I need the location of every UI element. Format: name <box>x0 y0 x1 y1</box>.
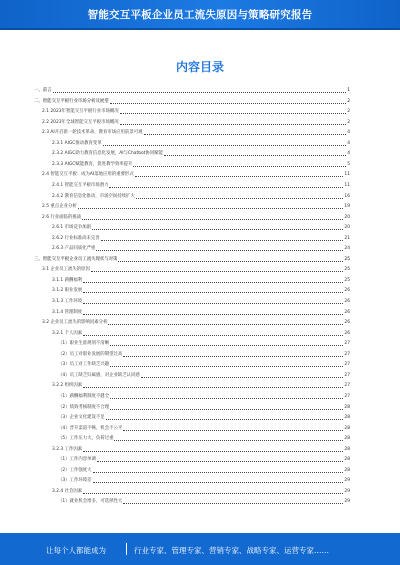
toc-dot-leader <box>83 334 343 336</box>
toc-entry-label: 3.1 企业员工流失的原因 <box>42 267 90 273</box>
toc-dot-leader <box>120 112 347 114</box>
footer-banner <box>0 533 400 565</box>
toc-entry-page: 19 <box>344 204 350 210</box>
toc-entry-page: 1 <box>347 88 350 93</box>
toc-entry[interactable] <box>34 97 350 105</box>
toc-entry-label: （3）员工对工作缺乏兴趣 <box>58 362 110 368</box>
toc-entry[interactable] <box>34 118 350 126</box>
toc-entry-page: 28 <box>344 436 350 442</box>
toc-entry-page: 2 <box>347 98 350 104</box>
toc-entry[interactable] <box>34 213 350 221</box>
toc-dot-leader <box>110 102 347 104</box>
toc-entry-page: 25 <box>344 267 350 273</box>
toc-entry-label: 2.4.1 智能交互平板市场潜力 <box>52 182 109 188</box>
toc-entry[interactable] <box>34 86 350 94</box>
toc-entry-page: 26 <box>344 309 350 315</box>
toc-dot-leader <box>92 228 343 230</box>
toc-dot-leader <box>83 281 343 283</box>
toc-entry[interactable] <box>34 276 350 284</box>
toc-entry[interactable] <box>34 360 350 368</box>
toc-entry-label: 3.2 企业员工流失的影响因素分析 <box>42 320 108 326</box>
toc-entry-page: 26 <box>344 299 350 304</box>
toc-dot-leader <box>78 207 344 209</box>
toc-entry-label: 2.3.2 AIGC助力教育信息化发展，AI与Chatbot协同赋能 <box>52 151 163 157</box>
toc-title: 内容目录 <box>175 60 224 74</box>
toc-dot-leader <box>136 197 344 199</box>
toc-dot-leader <box>123 502 343 504</box>
toc-dot-leader <box>118 260 343 262</box>
toc-entry-page: 28 <box>344 415 350 421</box>
toc-entry-page: 27 <box>344 362 350 368</box>
toc-entry[interactable] <box>34 202 350 210</box>
toc-entry-label: 一、前言 <box>34 88 52 93</box>
toc-dot-leader <box>110 344 343 346</box>
toc-dot-leader <box>141 376 344 378</box>
toc-entry-label: 2.4 智能交互平板：成为AI落地应用的重要形式 <box>42 172 134 178</box>
toc-entry-page: 25 <box>344 277 350 283</box>
toc-dot-leader <box>97 460 343 462</box>
toc-entry-label: 3.1.3 工作环境 <box>52 299 83 304</box>
toc-entry-page: 28 <box>344 404 350 410</box>
toc-entry-label: 3.1.2 职业发展 <box>52 288 83 294</box>
toc-entry-label: （4）员工缺乏归属感，对企业缺乏认同感 <box>58 372 140 378</box>
toc-entry[interactable] <box>34 223 350 231</box>
toc-entry[interactable] <box>34 497 350 505</box>
toc-entry-label: （4）晋升渠道不畅，机会不公平 <box>58 425 123 431</box>
report-title: 智能交互平板企业员工流失原因与策略研究报告 <box>87 9 313 21</box>
toc-dot-leader <box>83 291 343 293</box>
toc-entry[interactable] <box>34 413 350 421</box>
toc-entry[interactable] <box>34 234 350 242</box>
toc-entry-page: 16 <box>344 193 350 199</box>
toc-entry[interactable] <box>34 160 350 168</box>
toc-entry-label: 2.6.2 行业标准尚未完善 <box>52 235 100 241</box>
toc-dot-leader <box>53 91 347 93</box>
toc-dot-leader <box>123 429 343 431</box>
header-banner <box>0 0 400 30</box>
toc-entry-page: 20 <box>344 214 350 220</box>
toc-entry[interactable] <box>34 487 350 495</box>
toc-dot-leader <box>82 218 343 220</box>
toc-entry[interactable] <box>34 339 350 347</box>
toc-entry[interactable] <box>34 170 350 178</box>
toc-entry-label: （1）工作内容单调 <box>58 457 96 463</box>
toc-entry[interactable] <box>34 381 350 389</box>
footer-slogan: 让每个人都能成为 <box>46 546 106 555</box>
toc-entry[interactable] <box>34 434 350 442</box>
toc-dot-leader <box>135 175 344 177</box>
toc-entry-label: 2.6.1 市场竞争加剧 <box>52 225 91 231</box>
toc-entry[interactable] <box>34 107 350 115</box>
toc-entry[interactable] <box>34 476 350 484</box>
toc-entry-label: 3.2.3 工作因素 <box>52 446 83 452</box>
toc-dot-leader <box>120 123 347 125</box>
footer-expert-list: 行业专家、管理专家、营销专家、战略专家、运营专家…… <box>134 546 329 555</box>
toc-entry[interactable] <box>34 392 350 400</box>
toc-entry-label: 2.4.2 教育信息化推动，市场空间持续扩大 <box>52 193 135 199</box>
toc-entry-label: 三、智能交互平板企业员工流失现状与对策 <box>34 256 118 262</box>
toc-entry-page: 27 <box>344 383 350 389</box>
toc-entry[interactable] <box>34 128 350 136</box>
toc-entry-page: 4 <box>347 151 350 157</box>
toc-entry-label: （2）工作强度大 <box>58 467 92 473</box>
toc-dot-leader <box>83 492 343 494</box>
toc-entry-page: 28 <box>344 467 350 473</box>
toc-dot-leader <box>114 439 343 441</box>
toc-entry-page: 11 <box>344 172 350 178</box>
toc-dot-leader <box>110 408 343 410</box>
toc-entry-label: 2.2 2023年全球智能交互平板市场概况 <box>42 119 119 125</box>
toc-dot-leader <box>101 239 344 241</box>
toc-entry-page: 27 <box>344 393 350 399</box>
toc-dot-leader <box>123 355 343 357</box>
toc-entry-label: （5）工作压力大，负荷过重 <box>58 436 114 442</box>
toc-entry-page: 2 <box>347 109 350 115</box>
toc-dot-leader <box>83 450 343 452</box>
toc-entry[interactable] <box>34 403 350 411</box>
toc-entry[interactable] <box>34 455 350 463</box>
toc-entry-label: （3）工作环境差 <box>58 478 92 484</box>
toc-entry[interactable] <box>34 445 350 453</box>
toc-entry-page: 21 <box>344 235 350 241</box>
toc-entry-page: 11 <box>344 182 350 188</box>
toc-entry-label: （1）职业生涯规划不清晰 <box>58 341 110 347</box>
toc-entry[interactable] <box>34 424 350 432</box>
footer-divider <box>126 543 127 555</box>
toc-entry-page: 25 <box>344 256 350 262</box>
toc-entry[interactable] <box>34 297 350 305</box>
toc-dot-leader <box>110 397 343 399</box>
toc-entry-page: 28 <box>344 457 350 463</box>
toc-entry-page: 26 <box>344 330 350 336</box>
toc-dot-leader <box>109 186 343 188</box>
toc-dot-leader <box>133 165 346 167</box>
toc-dot-leader <box>110 365 343 367</box>
toc-entry-page: 4 <box>347 130 350 136</box>
toc-dot-leader <box>144 133 347 135</box>
toc-entry-page: 20 <box>344 225 350 231</box>
toc-entry-label: 3.1.1 薪酬福利 <box>52 277 83 283</box>
toc-entry-label: （2）绩效考核制度不合理 <box>58 404 110 410</box>
toc-entry-label: 2.6 行业面临的挑战 <box>42 214 82 220</box>
toc-entry-page: 27 <box>344 372 350 378</box>
toc-entry-label: 二、智能交互平板行业市场分析及展望 <box>34 98 109 104</box>
toc-entry[interactable] <box>34 318 350 326</box>
toc-entry-label: 3.2.2 组织因素 <box>52 383 83 389</box>
toc-entry[interactable] <box>34 192 350 200</box>
toc-entry[interactable] <box>34 308 350 316</box>
toc-entry-page: 29 <box>344 499 350 505</box>
toc-entry-page: 2 <box>347 119 350 125</box>
toc-entry[interactable] <box>34 181 350 189</box>
toc-entry-page: 27 <box>344 351 350 357</box>
toc-entry-label: （2）员工对职业发展的期望过高 <box>58 351 123 357</box>
toc-entry-label: 2.1 2023年智能交互平板行业市场概况 <box>42 109 119 115</box>
toc-entry[interactable] <box>34 149 350 157</box>
toc-entry-label: （3）企业文化建设不足 <box>58 415 105 421</box>
toc-entry-label: （1）薪酬福利制度不健全 <box>58 393 110 399</box>
toc-entry[interactable] <box>34 350 350 358</box>
toc-entry-page: 29 <box>344 478 350 484</box>
toc-entry-label: 3.2.4 社会因素 <box>52 488 83 494</box>
toc-entry[interactable] <box>34 371 350 379</box>
toc-entry-label: （1）就业机会增多，可选择性大 <box>58 499 123 505</box>
toc-dot-leader <box>93 471 344 473</box>
toc-entry-page: 24 <box>344 246 350 252</box>
toc-dot-leader <box>103 144 347 146</box>
toc-entry-page: 26 <box>344 320 350 326</box>
toc-dot-leader <box>96 249 343 251</box>
toc-entry-page: 5 <box>347 161 350 167</box>
toc-entry[interactable] <box>34 255 350 263</box>
toc-entry-label: 2.5 重点企业分析 <box>42 204 77 210</box>
toc-entry-page: 28 <box>344 446 350 452</box>
toc-dot-leader <box>93 481 344 483</box>
toc-entry[interactable] <box>34 265 350 273</box>
toc-entry-page: 4 <box>347 140 350 146</box>
toc-entry-label: 3.1.4 管理制度 <box>52 309 83 315</box>
toc-entry[interactable] <box>34 139 350 147</box>
toc-entry[interactable] <box>34 329 350 337</box>
toc-dot-leader <box>91 270 344 272</box>
toc-entry-page: 27 <box>344 341 350 347</box>
toc-entry[interactable] <box>34 244 350 252</box>
toc-dot-leader <box>83 386 343 388</box>
toc-entry-label: 2.3 AI开启新一轮技术革命，教育市场应用前景可观 <box>42 130 143 136</box>
toc-entry-label: 2.3.1 AIGC推动教育变革 <box>52 140 102 146</box>
toc-entry-label: 2.3.3 AIGC赋能教育，促进教学效率提升 <box>52 161 133 167</box>
toc-entry-label: 2.6.3 产品同质化严重 <box>52 246 96 252</box>
toc-dot-leader <box>83 302 343 304</box>
toc-dot-leader <box>106 418 344 420</box>
toc-entry[interactable] <box>34 466 350 474</box>
toc-dot-leader <box>164 154 346 156</box>
toc-entry[interactable] <box>34 286 350 294</box>
toc-entry-label: 3.2.1 个人因素 <box>52 330 83 336</box>
toc-dot-leader <box>83 313 343 315</box>
toc-entry-page: 26 <box>344 288 350 294</box>
toc-entry-page: 28 <box>344 425 350 431</box>
toc-entry-page: 29 <box>344 488 350 494</box>
toc-dot-leader <box>108 323 343 325</box>
